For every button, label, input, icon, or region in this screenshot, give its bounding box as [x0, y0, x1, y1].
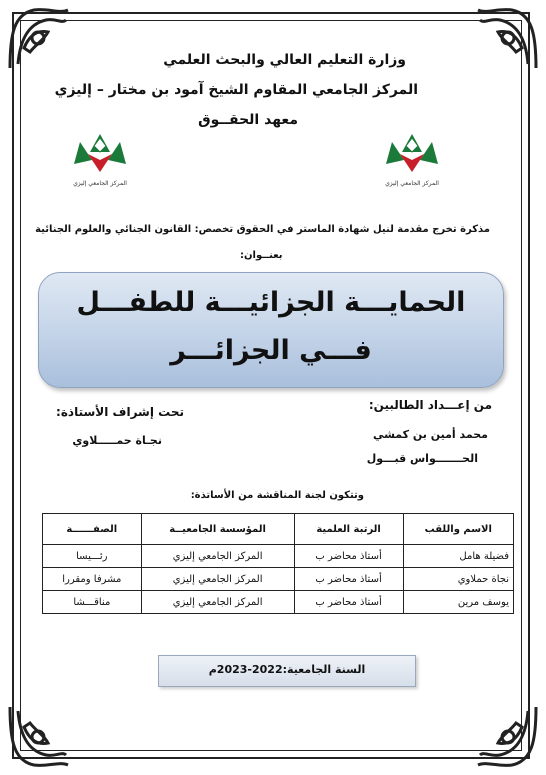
column-header: الرتبة العلمية	[294, 514, 403, 545]
committee-label: وتتكون لجنة المناقشة من الأساتذة:	[190, 490, 364, 501]
memo-description: مذكرة تخرج مقدمة لنيل شهادة الماستر في الحقوق تخصص: القانون الجنائي والعلوم الجنائية	[35, 224, 490, 235]
university-emblem-icon	[382, 130, 442, 176]
prepared-by-label: من إعـــداد الطالبين:	[368, 398, 492, 412]
jury-header-row	[43, 514, 514, 545]
academic-year-box	[158, 655, 416, 687]
table-cell: مناقـــشا	[43, 591, 142, 614]
logo-caption-left: المركز الجامعي إليزي	[73, 180, 127, 187]
thesis-title-line1: الحمايـــة الجزائيـــة للطفـــل	[76, 287, 466, 318]
corner-ornament-bottom-right	[472, 701, 542, 771]
thesis-title-line2: فـــي الجزائـــر	[170, 335, 372, 366]
ministry-name: وزارة التعليم العالي والبحث العلمي	[163, 52, 406, 68]
column-header: الاسم واللقب	[403, 514, 513, 545]
table-cell: أستاذ محاضر ب	[294, 568, 403, 591]
table-cell: أستاذ محاضر ب	[294, 591, 403, 614]
jury-table	[42, 513, 514, 614]
table-cell: المركز الجامعي إليزي	[141, 591, 294, 614]
supervisor-label: تحت إشراف الأستاذة:	[56, 405, 184, 419]
table-cell: مشرفا ومقررا	[43, 568, 142, 591]
student-name: محمد أمين بن كمشي	[372, 428, 488, 441]
column-header: الصفــــــة	[43, 514, 142, 545]
table-cell: أستاذ محاضر ب	[294, 545, 403, 568]
table-row	[43, 545, 514, 568]
supervisor-name: نجـاة حمـــــلاوي	[72, 434, 162, 447]
title-box	[38, 272, 504, 388]
table-cell: رئـــيسا	[43, 545, 142, 568]
table-row	[43, 591, 514, 614]
table-row	[43, 568, 514, 591]
column-header: المؤسسة الجامعيــة	[141, 514, 294, 545]
corner-ornament-top-left	[4, 4, 74, 74]
table-cell: نجاة حملاوي	[403, 568, 513, 591]
corner-ornament-top-right	[472, 4, 542, 74]
title-label: بعنــوان:	[240, 250, 283, 261]
university-center-name: المركز الجامعي المقاوم الشيخ آمود بن مختار – إليزي	[54, 82, 418, 98]
university-logo-left	[70, 130, 130, 188]
table-cell: فضيلة هامل	[403, 545, 513, 568]
academic-year: السنة الجامعية:2022-2023م	[208, 663, 366, 676]
table-cell: يوسف مرين	[403, 591, 513, 614]
student-name: الحـــــــواس قبـــول	[366, 452, 478, 465]
university-emblem-icon	[70, 130, 130, 176]
university-logo-right	[382, 130, 442, 188]
corner-ornament-bottom-left	[4, 701, 74, 771]
institute-name: معهد الحقــوق	[198, 112, 298, 128]
table-cell: المركز الجامعي إليزي	[141, 545, 294, 568]
table-cell: المركز الجامعي إليزي	[141, 568, 294, 591]
logo-caption-right: المركز الجامعي إليزي	[385, 180, 439, 187]
